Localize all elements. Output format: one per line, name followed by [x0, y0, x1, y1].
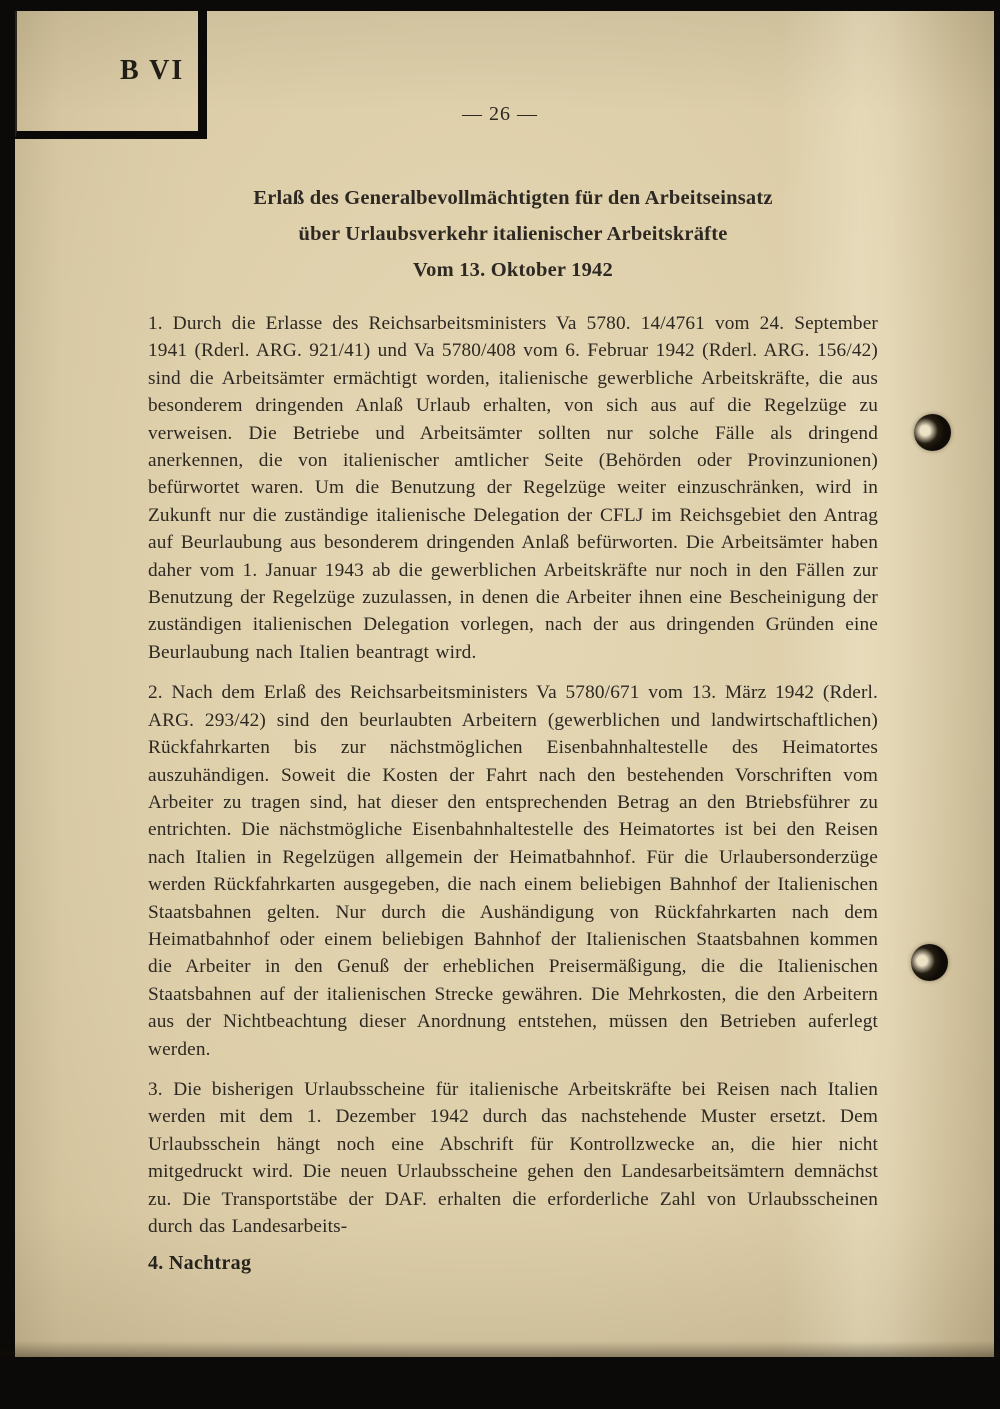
document-title [148, 180, 878, 288]
paragraph-1: 1. Durch die Erlasse des Reichsarbeitsministers Va 5780. 14/4761 vom 24. September 1941 (Rderl. ARG. 921/41) und Va 5780/408 vom 6. Februar 1942 (Rderl. ARG. 156/42) sind die Arbeitsämter ermächtigt worden, italienische gewerbliche Arbeitskräfte, die aus besonderem dringenden Anlaß Urlaub erhalten, von sich aus auf die Regelzüge zu verweisen. Die Betriebe und Arbeitsämter sollten nur solche Fälle als dringend anerkennen, die von italienischer amtlicher Seite (Behörden oder Provinzunionen) befürwortet waren. Um die Benutzung der Regelzüge weiter einzuschränken, wird in Zukunft nur die zuständige italienische Delegation der CFLJ im Reichsgebiet den Antrag auf Beurlaubung aus besonderem dringenden Anlaß befürworten. Die Arbeitsämter haben daher vom 1. Januar 1943 ab die gewerblichen Arbeitskräfte nur noch in den Fällen zur Benutzung der Regelzüge zuzulassen, in denen die Arbeiter ihnen eine Bescheinigung der zuständigen italienischen Delegation vorlegen, nach der aus dringenden Gründen eine Beurlaubung nach Italien beantragt wird. [148, 313, 878, 663]
scan-edge-top [0, 0, 1000, 11]
title-line-2: über Urlaubsverkehr italienischer Arbeitskräfte [298, 223, 728, 245]
punch-hole-top [914, 414, 951, 451]
paragraph-2: 2. Nach dem Erlaß des Reichsarbeitsministers Va 5780/671 vom 13. März 1942 (Rderl. ARG. 293/42) sind den beurlaubten Arbeitern (gewerblichen und landwirtschaftlichen) Rückfahrkarten bis zur nächstmöglichen Eisenbahnhaltestelle des Heimatortes auszuhändigen. Soweit die Kosten der Fahrt nach den bestehenden Vorschriften vom Arbeiter zu tragen sind, hat dieser den entsprechenden Betrag an den Btriebsführer zu entrichten. Die nächstmögliche Eisenbahnhaltestelle des Heimatortes ist bei den Reisen nach Italien in Regelzügen allgemein der Heimatbahnhof. Für die Urlaubersonderzüge werden Rückfahrkarten ausgegeben, die nach einem beliebigen Bahnhof der Italienischen Staatsbahnen gelten. Nur durch die Aushändigung von Rückfahrkarten nach dem Heimatbahnhof oder einem beliebigen Bahnhof der Italienischen Staatsbahnen kommen die Arbeiter in den Genuß der erheblichen Preisermäßigung, die die Italienischen Staatsbahnen auf der italienischen Strecke gewähren. Die Mehrkosten, die den Arbeitern aus der Nichtbeachtung dieser Anordnung entstehen, müssen den Betrieben auferlegt werden. [148, 682, 878, 1060]
scan-edge-right [994, 0, 1000, 1409]
paragraph-3: 3. Die bisherigen Urlaubsscheine für italienische Arbeitskräfte bei Reisen nach Italien werden mit dem 1. Dezember 1942 durch das nachstehende Muster ersetzt. Dem Urlaubsschein hängt noch eine Abschrift für Kontrollzwecke an, die hier nicht mitgedruckt wird. Die neuen Urlaubsscheine gehen den Landesarbeitsämtern demnächst zu. Die Transportstäbe der DAF. erhalten die erforderliche Zahl von Urlaubsscheinen durch das Landesarbeits- [148, 1078, 878, 1237]
footer-note: 4. Nachtrag [148, 1252, 252, 1274]
section-label: B VI [120, 55, 185, 86]
document-content [148, 180, 878, 1253]
scan-edge-left [0, 0, 15, 1409]
punch-hole-bottom [911, 944, 948, 981]
title-line-1: Erlaß des Generalbevollmächtigten für den Arbeitseinsatz [253, 187, 773, 209]
scan-edge-bottom [0, 1357, 1000, 1409]
title-date: Vom 13. Oktober 1942 [413, 259, 613, 281]
page-number: — 26 — [462, 103, 538, 125]
